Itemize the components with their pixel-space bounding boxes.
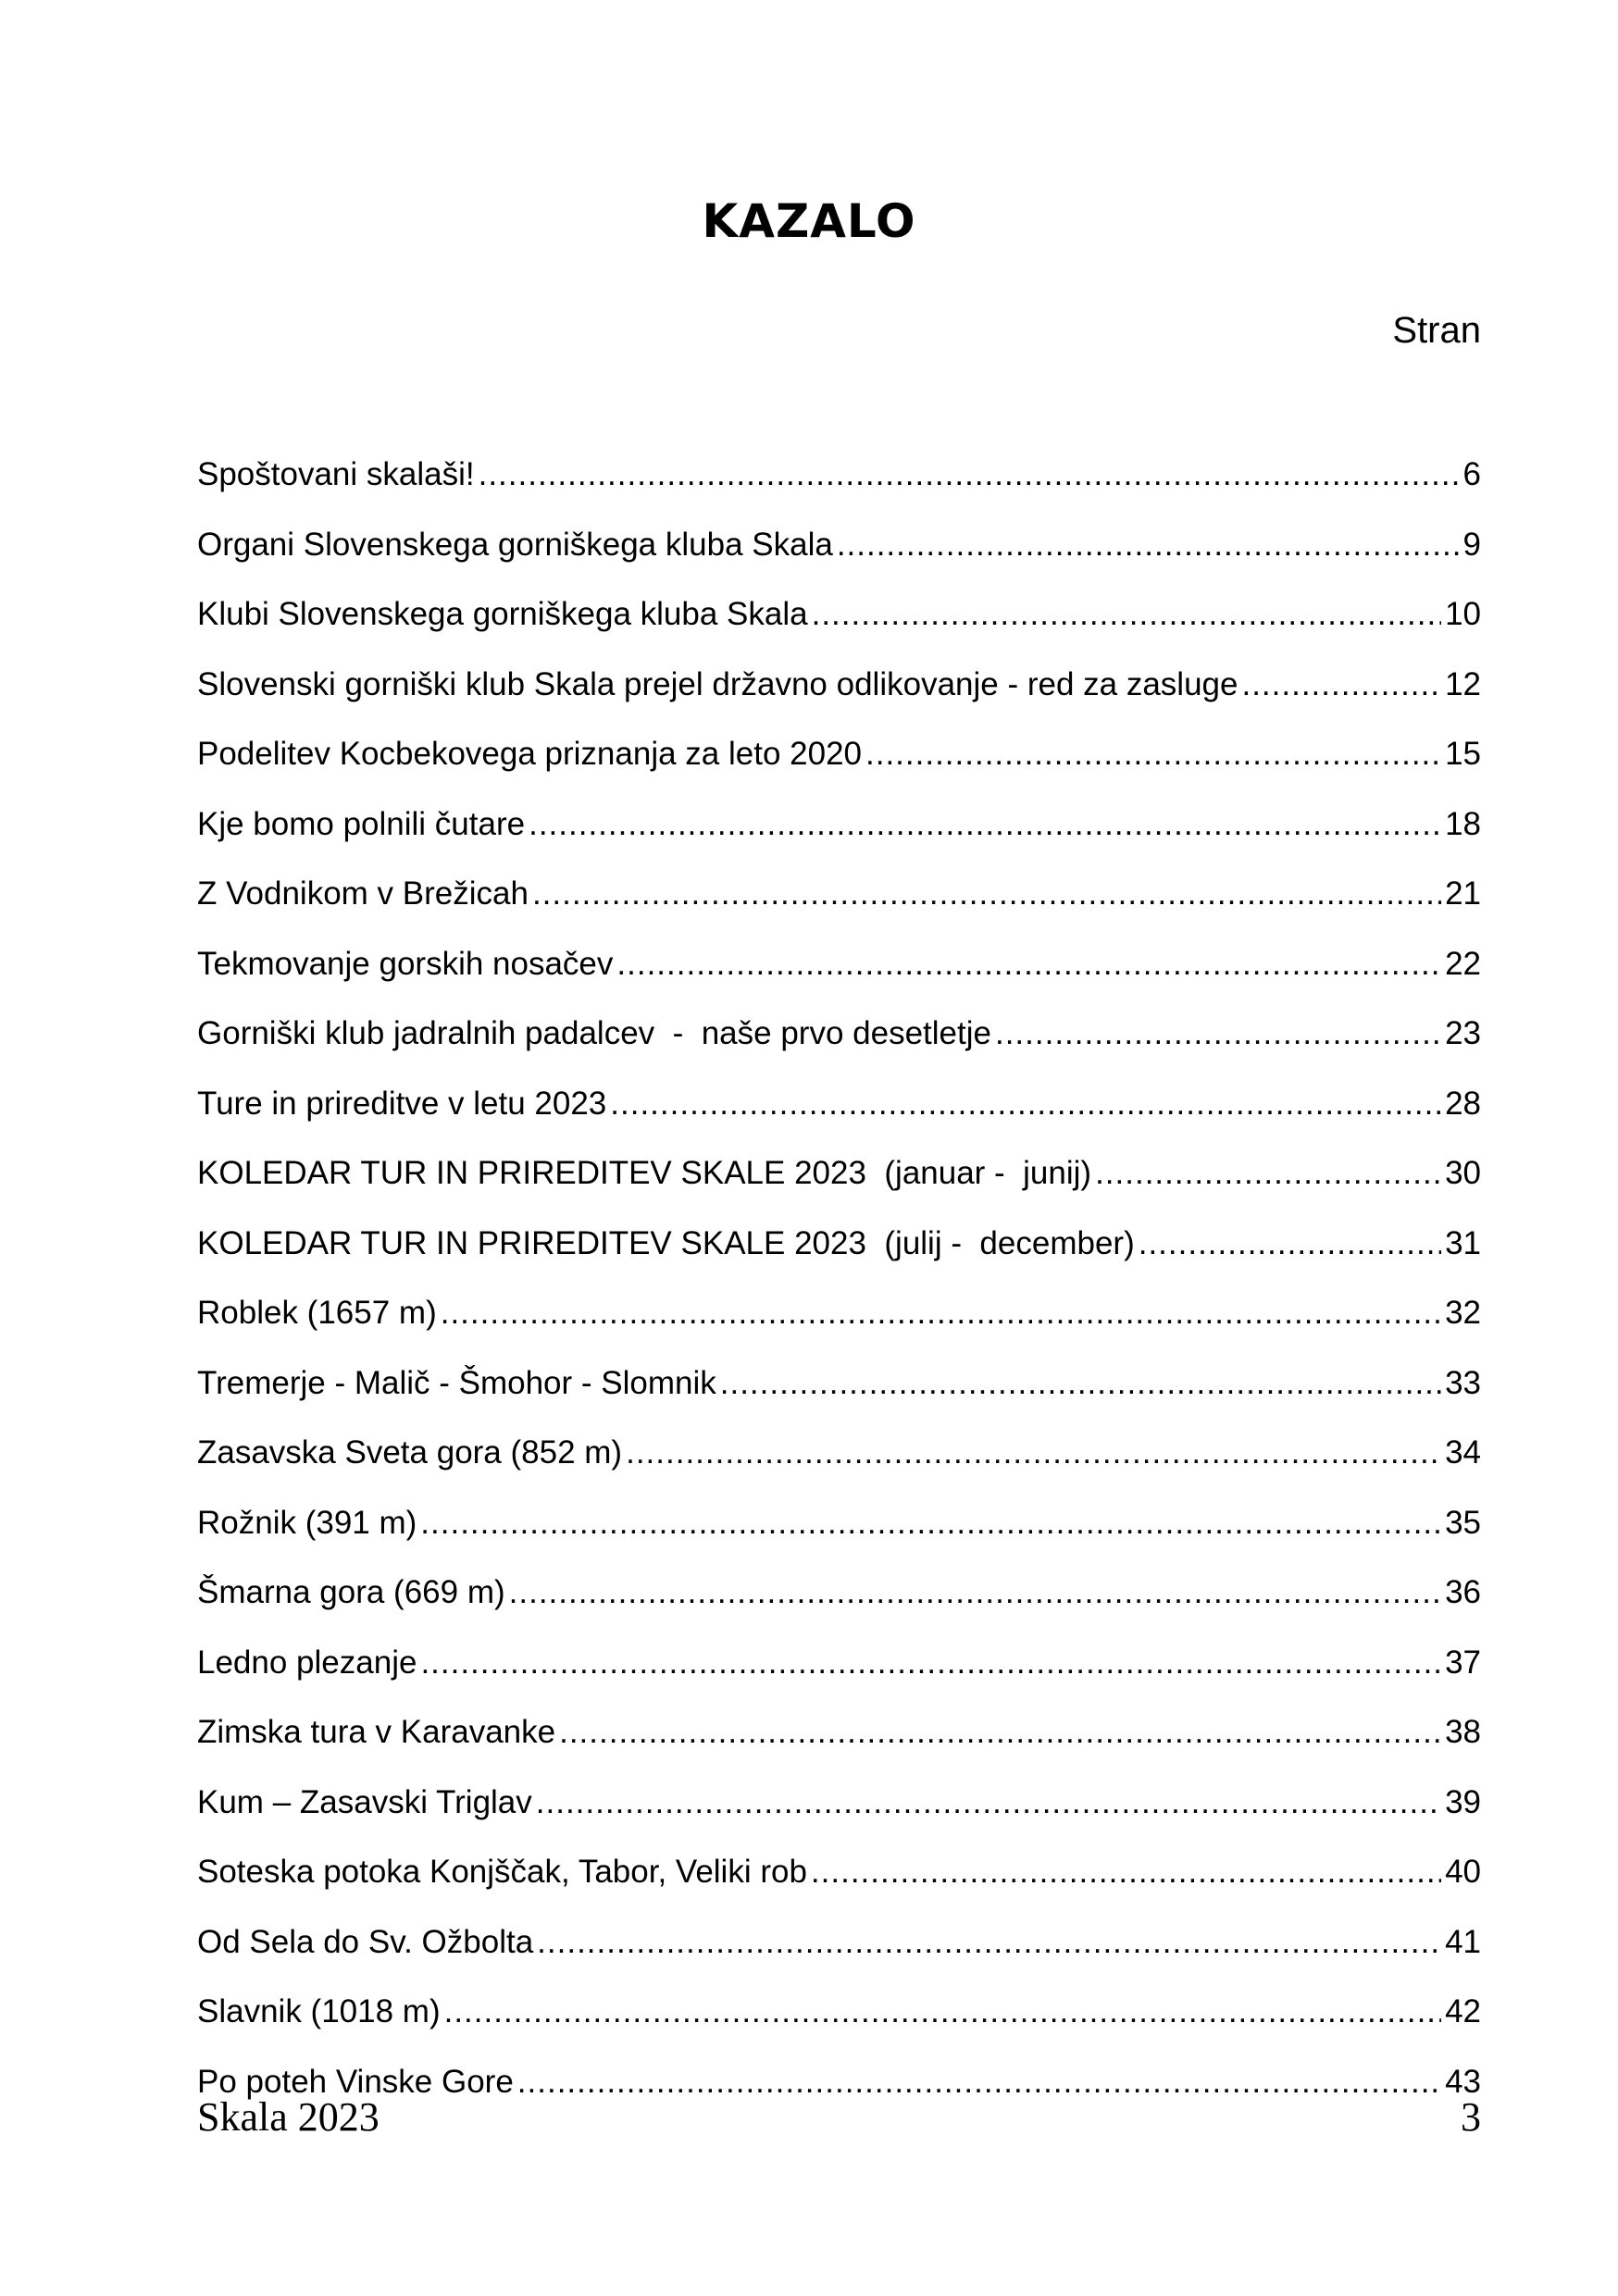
toc-entry-page: 41: [1445, 1923, 1481, 1960]
toc-entry-page: 28: [1445, 1085, 1481, 1122]
toc-entry[interactable]: [197, 1848, 1481, 1918]
toc-entry[interactable]: [197, 1149, 1481, 1220]
toc-entry[interactable]: [197, 940, 1481, 1011]
toc-entry[interactable]: [197, 1289, 1481, 1359]
toc-entry-page: 32: [1445, 1295, 1481, 1331]
toc-entry-page: 40: [1445, 1854, 1481, 1890]
dot-leader: [1241, 661, 1441, 709]
dot-leader: [536, 1779, 1441, 1827]
toc-entry-label: Rožnik (391 m): [197, 1504, 417, 1541]
toc-entry-page: 43: [1445, 2063, 1481, 2100]
toc-entry[interactable]: [197, 1429, 1481, 1499]
toc-entry-label: Slavnik (1018 m): [197, 1993, 441, 2029]
toc-entry-label: Ledno plezanje: [197, 1644, 417, 1681]
toc-entry[interactable]: [197, 1499, 1481, 1570]
dot-leader: [610, 1080, 1441, 1128]
toc-entry-label: Kum – Zasavski Triglav: [197, 1783, 532, 1820]
toc-entry-label: Tekmovanje gorskih nosačev: [197, 945, 614, 982]
toc-entry-page: 22: [1445, 945, 1481, 982]
toc-entry[interactable]: [197, 1988, 1481, 2058]
toc-entry[interactable]: [197, 590, 1481, 661]
toc-entry[interactable]: [197, 800, 1481, 871]
toc-entry-label: Organi Slovenskega gorniškega kluba Skala: [197, 526, 833, 563]
dot-leader: [995, 1010, 1441, 1058]
toc-entry-label: Soteska potoka Konjščak, Tabor, Veliki rob: [197, 1854, 807, 1890]
footer-publication: Skala 2023: [197, 2094, 380, 2140]
toc-entry[interactable]: [197, 661, 1481, 731]
toc-entry-label: Zasavska Sveta gora (852 m): [197, 1434, 623, 1471]
dot-leader: [529, 800, 1441, 849]
toc-entry-page: 18: [1445, 805, 1481, 842]
toc-entry-page: 15: [1445, 736, 1481, 772]
toc-entry-page: 35: [1445, 1504, 1481, 1541]
toc-entry-page: 30: [1445, 1155, 1481, 1191]
toc-entry-page: 34: [1445, 1434, 1481, 1471]
page-column-label: Stran: [1392, 310, 1481, 351]
dot-leader: [865, 730, 1441, 778]
toc-entry-label: Podelitev Kocbekovega priznanja za leto 2020: [197, 736, 862, 772]
toc-entry-label: Z Vodnikom v Brežicah: [197, 875, 529, 912]
toc-entry[interactable]: [197, 1359, 1481, 1430]
toc-entry[interactable]: [197, 1779, 1481, 1849]
toc-entry[interactable]: [197, 1569, 1481, 1639]
toc-entry[interactable]: [197, 1080, 1481, 1150]
toc-entry-page: 31: [1445, 1224, 1481, 1261]
dot-leader: [479, 451, 1460, 499]
dot-leader: [1095, 1149, 1441, 1198]
toc-entry-page: 38: [1445, 1714, 1481, 1750]
toc-entry-label: Kje bomo polnili čutare: [197, 805, 526, 842]
dot-leader: [509, 1569, 1441, 1617]
dot-leader: [720, 1359, 1441, 1408]
toc-entry-page: 33: [1445, 1364, 1481, 1401]
toc-entry[interactable]: [197, 451, 1481, 521]
footer-page-number: 3: [1461, 2094, 1481, 2140]
toc-entry[interactable]: [197, 870, 1481, 940]
toc-entry-page: 39: [1445, 1783, 1481, 1820]
toc-entry-label: Spoštovani skalaši!: [197, 456, 475, 492]
toc-entry[interactable]: [197, 1918, 1481, 1989]
toc-entry-label: Ture in prireditve v letu 2023: [197, 1085, 607, 1122]
toc-entry[interactable]: [197, 730, 1481, 800]
table-of-contents: [197, 451, 1481, 2128]
dot-leader: [837, 521, 1460, 569]
toc-entry-label: Klubi Slovenskega gorniškega kluba Skala: [197, 596, 808, 632]
toc-entry-label: KOLEDAR TUR IN PRIREDITEV SKALE 2023 (julij - december): [197, 1224, 1135, 1261]
toc-entry[interactable]: [197, 1220, 1481, 1290]
toc-entry-page: 42: [1445, 1993, 1481, 2029]
dot-leader: [420, 1639, 1441, 1687]
toc-entry-label: Zimska tura v Karavanke: [197, 1714, 556, 1750]
dot-leader: [420, 1499, 1441, 1547]
toc-entry-label: Gorniški klub jadralnih padalcev - naše prvo desetletje: [197, 1015, 991, 1051]
toc-entry[interactable]: [197, 1708, 1481, 1779]
toc-entry-page: 10: [1445, 596, 1481, 632]
page-title: KAZALO: [702, 194, 916, 248]
toc-entry-label: Tremerje - Malič - Šmohor - Slomnik: [197, 1364, 716, 1401]
dot-leader: [559, 1708, 1441, 1756]
dot-leader: [537, 1918, 1441, 1967]
toc-entry-page: 12: [1445, 665, 1481, 702]
dot-leader: [517, 2058, 1441, 2106]
toc-entry-label: Slovenski gorniški klub Skala prejel državno odlikovanje - red za zasluge: [197, 665, 1238, 702]
toc-entry-label: Roblek (1657 m): [197, 1295, 437, 1331]
dot-leader: [811, 1848, 1441, 1896]
toc-entry-page: 9: [1462, 526, 1481, 563]
toc-entry-page: 37: [1445, 1644, 1481, 1681]
toc-entry-page: 36: [1445, 1574, 1481, 1610]
toc-entry-label: KOLEDAR TUR IN PRIREDITEV SKALE 2023 (januar - junij): [197, 1155, 1092, 1191]
toc-entry-label: Po poteh Vinske Gore: [197, 2063, 514, 2100]
toc-entry-page: 21: [1445, 875, 1481, 912]
toc-entry[interactable]: [197, 1639, 1481, 1709]
dot-leader: [444, 1988, 1441, 2036]
toc-entry[interactable]: [197, 1010, 1481, 1080]
toc-entry[interactable]: [197, 2058, 1481, 2128]
dot-leader: [812, 590, 1441, 639]
dot-leader: [616, 940, 1441, 988]
toc-entry-page: 6: [1462, 456, 1481, 492]
dot-leader: [626, 1429, 1441, 1477]
toc-entry-page: 23: [1445, 1015, 1481, 1051]
toc-entry-label: Šmarna gora (669 m): [197, 1574, 505, 1610]
toc-entry-label: Od Sela do Sv. Ožbolta: [197, 1923, 534, 1960]
toc-entry[interactable]: [197, 521, 1481, 591]
dot-leader: [532, 870, 1441, 918]
dot-leader: [1139, 1220, 1441, 1268]
dot-leader: [441, 1289, 1441, 1337]
